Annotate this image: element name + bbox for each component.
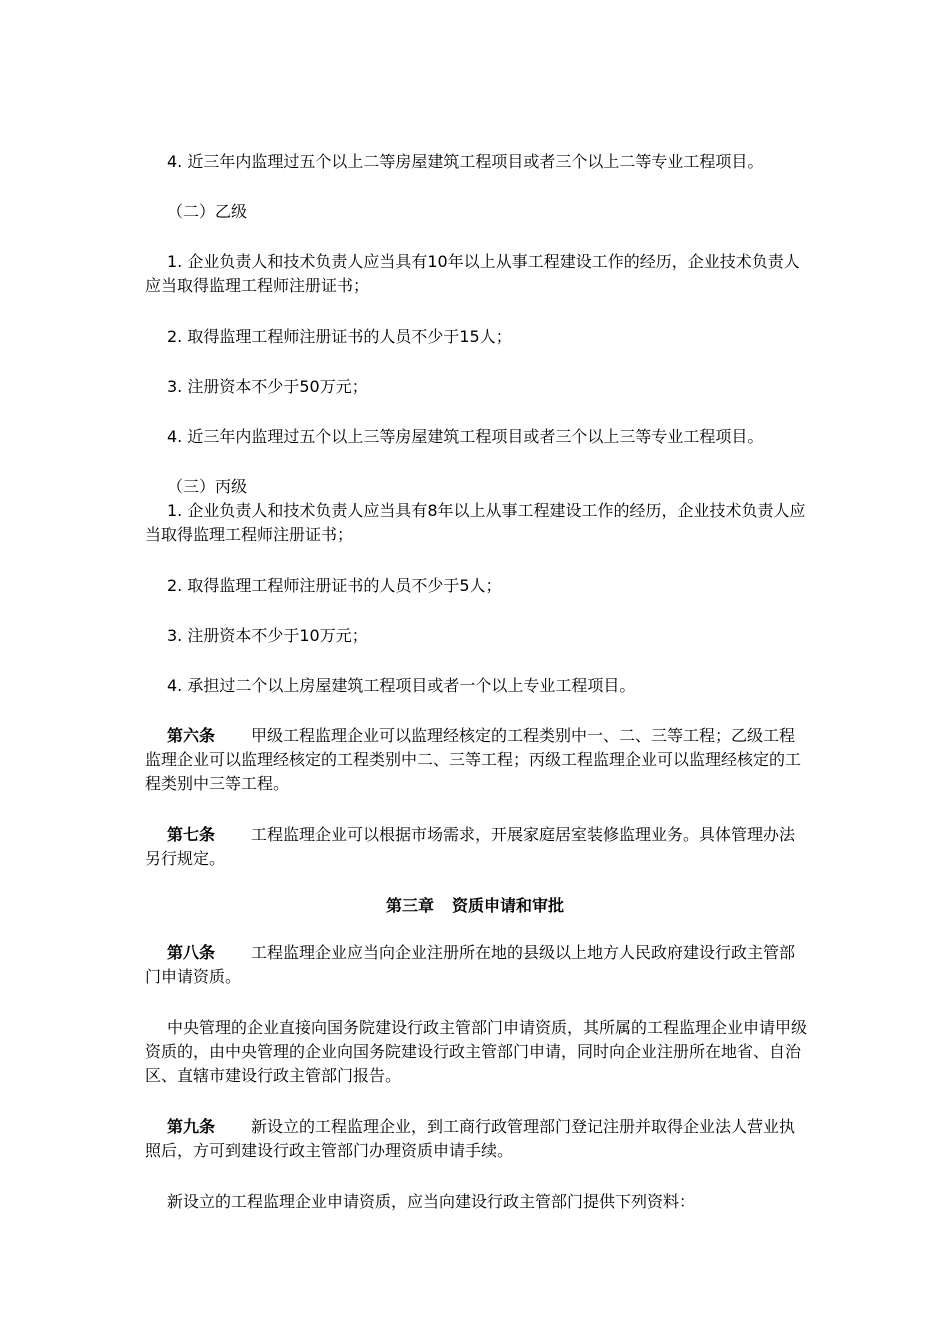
yi-item-3 — [145, 375, 825, 399]
article-9-paragraph-2: 新设立的工程监理企业申请资质，应当向建设行政主管部门提供下列资料： — [167, 1192, 696, 1211]
bing-item-3 — [145, 624, 825, 648]
article-7 — [145, 823, 810, 871]
bing-level-header — [145, 475, 825, 499]
article-8 — [145, 941, 810, 989]
yi-item-4-text: 4. 近三年内监理过五个以上三等房屋建筑工程项目或者三个以上三等专业工程项目。 — [167, 427, 764, 446]
bing-item-3-text: 3. 注册资本不少于10万元； — [167, 626, 368, 645]
article-9-label: 第九条 — [167, 1117, 216, 1136]
article-6-text: 甲级工程监理企业可以监理经核定的工程类别中一、二、三等工程；乙级工程监理企业可以监理经核定的工程类别中二、三等工程；丙级工程监理企业可以监理经核定的工程类别中三等工程。 — [145, 726, 802, 793]
jia-item-4-text: 4. 近三年内监理过五个以上二等房屋建筑工程项目或者三个以上二等专业工程项目。 — [167, 152, 764, 171]
bing-item-1: 1. 企业负责人和技术负责人应当具有8年以上从事工程建设工作的经历，企业技术负责人应当取得监理工程师注册证书； — [145, 501, 806, 544]
yi-item-2 — [145, 325, 825, 349]
article-6-label: 第六条 — [167, 726, 216, 745]
yi-level-header — [145, 200, 825, 224]
article-6 — [145, 724, 810, 796]
chapter-title: 资质申请和审批 — [452, 896, 565, 915]
bing-item-2-text: 2. 取得监理工程师注册证书的人员不少于5人； — [167, 576, 502, 595]
article-7-label: 第七条 — [167, 825, 216, 844]
bing-item-4 — [145, 674, 825, 698]
yi-item-1: 1. 企业负责人和技术负责人应当具有10年以上从事工程建设工作的经历，企业技术负责人应当取得监理工程师注册证书； — [145, 252, 800, 295]
bing-item-2 — [145, 574, 825, 598]
article-8-label: 第八条 — [167, 943, 216, 962]
article-9-text: 新设立的工程监理企业，到工商行政管理部门登记注册并取得企业法人营业执照后，方可到建设行政主管部门办理资质申请手续。 — [145, 1117, 796, 1160]
chapter-number: 第三章 — [385, 896, 434, 915]
article-9 — [145, 1115, 810, 1163]
article-8-paragraph-2: 中央管理的企业直接向国务院建设行政主管部门申请资质，其所属的工程监理企业申请甲级资质的，由中央管理的企业向国务院建设行政主管部门申请，同时向企业注册所在地省、自治区、直辖市建设行政主管部门报告。 — [145, 1018, 808, 1085]
yi-item-3-text: 3. 注册资本不少于50万元； — [167, 377, 368, 396]
yi-item-2-text: 2. 取得监理工程师注册证书的人员不少于15人； — [167, 327, 512, 346]
yi-item-4 — [145, 425, 825, 449]
bing-item-4-text: 4. 承担过二个以上房屋建筑工程项目或者一个以上专业工程项目。 — [167, 676, 636, 695]
article-8-text: 工程监理企业应当向企业注册所在地的县级以上地方人民政府建设行政主管部门申请资质。 — [145, 943, 796, 986]
bing-level-header-text: （三）丙级 — [167, 477, 248, 496]
jia-item-4 — [145, 150, 825, 174]
article-7-text: 工程监理企业可以根据市场需求，开展家庭居室装修监理业务。具体管理办法另行规定。 — [145, 825, 796, 868]
chapter-heading — [0, 894, 950, 918]
yi-level-header-text: （二）乙级 — [167, 202, 248, 221]
